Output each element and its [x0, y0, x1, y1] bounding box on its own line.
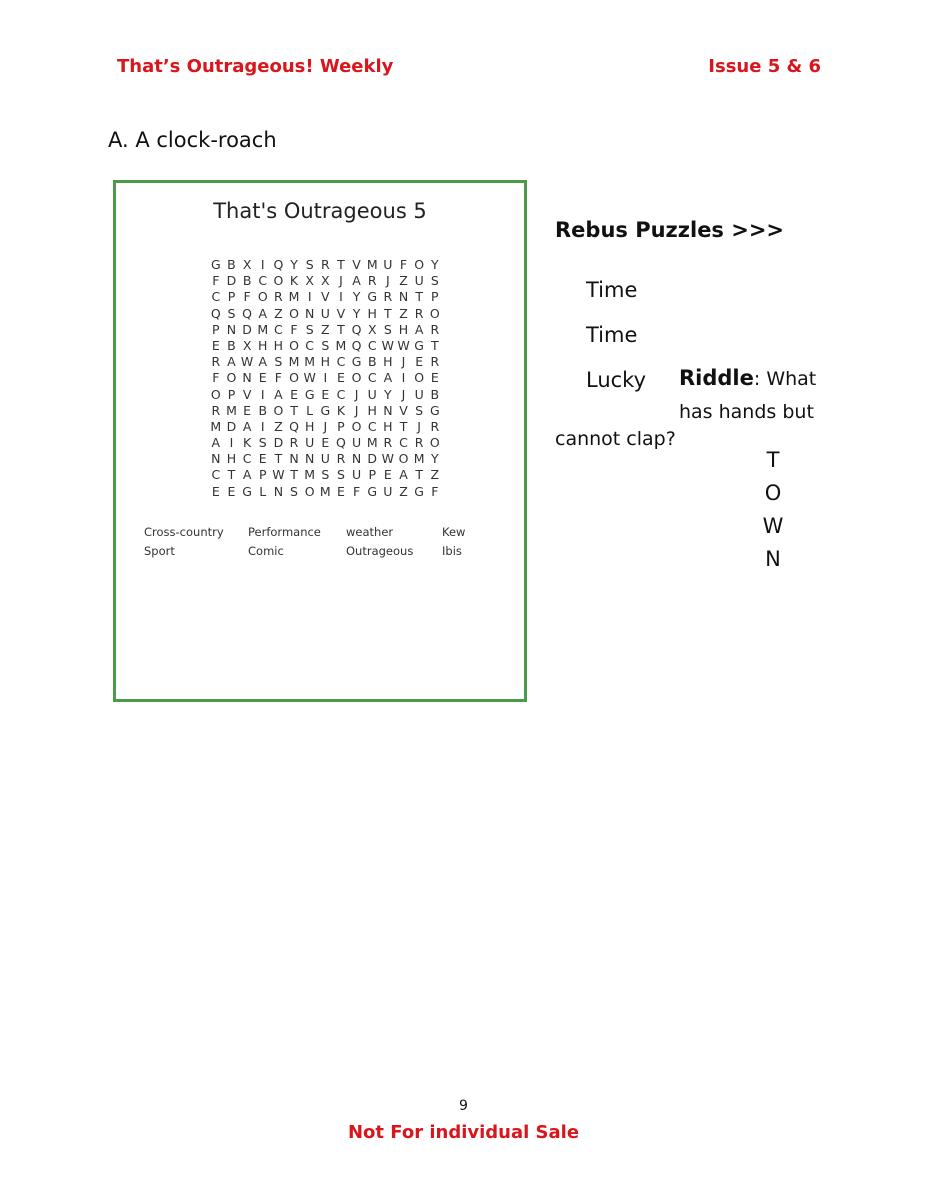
- word-search-letter: G: [367, 289, 378, 305]
- word-search-letter: M: [413, 451, 425, 467]
- word-search-letter: A: [258, 354, 268, 370]
- word-search-letter: F: [352, 483, 361, 499]
- word-search-letter: V: [399, 402, 408, 418]
- word-search-word: Comic: [248, 544, 284, 558]
- word-search-letter: R: [289, 435, 299, 451]
- word-search-letter: O: [226, 370, 237, 386]
- word-search-letter: S: [258, 435, 267, 451]
- word-search-letter: N: [351, 451, 362, 467]
- vertical-word-puzzle: [758, 444, 788, 576]
- word-search-grid: [208, 257, 443, 500]
- word-search-row: [208, 322, 443, 338]
- word-search-letter: N: [289, 451, 299, 467]
- word-search-row: [208, 273, 443, 289]
- word-search-letter: C: [258, 273, 268, 289]
- word-search-letter: D: [367, 451, 378, 467]
- word-search-row: [208, 257, 443, 273]
- word-search-letter: D: [242, 321, 252, 337]
- word-search-letter: M: [319, 483, 331, 499]
- word-search-letter: E: [321, 386, 330, 402]
- vertical-letter: N: [765, 547, 781, 571]
- word-search-letter: O: [304, 483, 315, 499]
- word-search-letter: Z: [274, 305, 283, 321]
- word-search-letter: R: [274, 289, 283, 305]
- word-search-letter: N: [398, 289, 409, 305]
- word-search-title: That's Outrageous 5: [213, 199, 427, 223]
- word-search-letter: U: [367, 386, 377, 402]
- word-search-letter: N: [383, 402, 393, 418]
- word-search-letter: U: [383, 483, 393, 499]
- word-search-letter: L: [259, 483, 267, 499]
- word-search-puzzle: [113, 180, 527, 702]
- word-search-letter: E: [336, 483, 345, 499]
- word-search-letter: J: [354, 402, 359, 418]
- word-search-letter: K: [289, 273, 299, 289]
- word-search-letter: U: [383, 257, 393, 272]
- word-search-word: Sport: [144, 544, 175, 558]
- word-search-letter: R: [383, 289, 393, 305]
- word-search-letter: C: [305, 337, 315, 353]
- riddle-question: : What has hands but: [679, 368, 817, 423]
- word-search-letter: Y: [352, 289, 361, 305]
- word-search-letter: O: [351, 418, 362, 434]
- word-search-letter: O: [398, 451, 409, 467]
- word-search-letter: B: [430, 386, 440, 402]
- word-search-letter: S: [415, 402, 424, 418]
- word-search-letter: B: [227, 337, 236, 353]
- word-search-row: [208, 451, 443, 467]
- word-search-letter: U: [305, 435, 315, 451]
- word-search-letter: M: [304, 467, 316, 483]
- word-search-row: [208, 354, 443, 370]
- word-search-letter: T: [227, 467, 236, 483]
- word-search-letter: C: [367, 337, 377, 353]
- word-search-letter: H: [258, 337, 268, 353]
- word-search-letter: E: [243, 402, 252, 418]
- word-search-letter: T: [337, 321, 345, 337]
- word-search-letter: B: [258, 402, 268, 418]
- word-search-letter: I: [307, 289, 312, 305]
- word-search-letter: M: [366, 435, 378, 451]
- word-search-letter: T: [399, 418, 408, 434]
- word-search-letter: R: [336, 451, 346, 467]
- word-search-letter: T: [290, 402, 298, 418]
- word-search-letter: Y: [352, 305, 361, 321]
- word-search-letter: P: [227, 386, 236, 402]
- riddle-label: Riddle: [679, 366, 754, 390]
- word-search-word: Cross-country: [144, 525, 224, 539]
- word-search-row: [208, 484, 443, 500]
- word-search-letter: E: [336, 370, 345, 386]
- word-search-letter: H: [320, 354, 330, 370]
- word-search-letter: A: [352, 273, 361, 289]
- word-search-letter: E: [290, 386, 298, 402]
- word-search-letter: X: [367, 321, 377, 337]
- riddle: [679, 362, 829, 429]
- word-search-letter: G: [429, 402, 440, 418]
- word-search-letter: S: [305, 257, 314, 272]
- word-search-letter: P: [258, 467, 267, 483]
- word-search-letter: U: [320, 451, 330, 467]
- word-search-letter: A: [227, 354, 236, 370]
- word-search-letter: S: [430, 273, 439, 289]
- word-search-letter: U: [414, 273, 424, 289]
- word-search-letter: J: [386, 273, 390, 289]
- word-search-letter: Q: [242, 305, 253, 321]
- word-search-letter: H: [383, 354, 393, 370]
- word-search-letter: A: [242, 467, 252, 483]
- word-search-letter: N: [304, 451, 315, 467]
- word-search-letter: X: [321, 273, 330, 289]
- word-search-letter: W: [272, 467, 285, 483]
- word-search-letter: Q: [351, 321, 362, 337]
- word-search-letter: E: [227, 483, 236, 499]
- footer-note: Not For individual Sale: [347, 1122, 580, 1143]
- word-search-letter: S: [383, 321, 392, 337]
- word-search-letter: H: [383, 418, 393, 434]
- word-search-letter: J: [401, 386, 406, 402]
- vertical-letter: O: [764, 481, 782, 505]
- word-search-letter: V: [242, 386, 252, 402]
- word-search-letter: V: [352, 257, 361, 272]
- word-search-letter: T: [415, 289, 423, 305]
- word-search-letter: L: [306, 402, 314, 418]
- word-search-letter: R: [383, 435, 393, 451]
- word-search-letter: H: [226, 451, 237, 467]
- word-search-letter: X: [242, 337, 252, 353]
- word-search-letter: J: [354, 386, 359, 402]
- word-search-letter: I: [339, 289, 343, 305]
- word-search-letter: P: [337, 418, 345, 434]
- word-search-letter: M: [288, 289, 300, 305]
- vertical-letter: T: [766, 448, 780, 472]
- word-search-letter: U: [352, 467, 362, 483]
- word-search-letter: I: [401, 370, 406, 386]
- word-search-letter: A: [211, 435, 221, 451]
- word-search-letter: E: [258, 451, 267, 467]
- word-search-letter: I: [323, 370, 328, 386]
- word-search-letter: G: [351, 354, 362, 370]
- word-search-letter: E: [211, 483, 220, 499]
- word-search-letter: O: [257, 289, 268, 305]
- word-search-letter: W: [381, 337, 395, 353]
- word-search-letter: B: [367, 354, 377, 370]
- rebus-heading: Rebus Puzzles >>>: [555, 218, 785, 242]
- word-search-letter: K: [336, 402, 346, 418]
- word-search-letter: C: [367, 418, 377, 434]
- word-search-letter: D: [226, 273, 237, 289]
- word-search-letter: W: [240, 354, 254, 370]
- word-search-letter: O: [351, 370, 362, 386]
- word-search-letter: O: [273, 273, 284, 289]
- word-search-letter: A: [258, 305, 268, 321]
- rebus-word: Time: [586, 278, 638, 302]
- word-search-letter: Z: [321, 321, 330, 337]
- word-search-letter: Q: [273, 257, 284, 272]
- issue-number: Issue 5 & 6: [708, 56, 821, 77]
- word-search-letter: S: [336, 467, 345, 483]
- word-search-letter: V: [321, 289, 330, 305]
- word-search-letter: U: [320, 305, 330, 321]
- word-search-letter: E: [211, 337, 220, 353]
- word-search-letter: G: [320, 402, 331, 418]
- word-search-letter: M: [335, 337, 347, 353]
- word-search-letter: H: [367, 402, 377, 418]
- word-search-letter: J: [417, 418, 421, 434]
- word-search-letter: Z: [399, 483, 408, 499]
- word-search-letter: I: [229, 435, 234, 451]
- word-search-letter: M: [366, 257, 378, 272]
- word-search-letter: J: [339, 273, 343, 289]
- word-search-letter: C: [399, 435, 408, 451]
- word-search-row: [208, 387, 443, 403]
- word-search-letter: G: [414, 483, 424, 499]
- word-search-letter: H: [304, 418, 315, 434]
- word-search-letter: V: [336, 305, 346, 321]
- word-search-row: [208, 435, 443, 451]
- word-search-letter: S: [290, 483, 298, 499]
- word-search-letter: H: [367, 305, 377, 321]
- word-search-row: [208, 419, 443, 435]
- word-search-letter: Q: [351, 337, 362, 353]
- word-search-letter: F: [212, 273, 220, 289]
- word-search-word-list: [144, 525, 504, 558]
- word-search-row: [208, 306, 443, 322]
- word-search-letter: O: [210, 386, 221, 402]
- word-search-letter: R: [367, 273, 377, 289]
- word-search-letter: N: [211, 451, 221, 467]
- word-search-letter: R: [211, 354, 221, 370]
- word-search-letter: R: [430, 321, 440, 337]
- publication-title: That’s Outrageous! Weekly: [117, 56, 394, 77]
- word-search-letter: Q: [210, 305, 221, 321]
- word-search-letter: F: [431, 483, 439, 499]
- word-search-letter: O: [289, 305, 299, 321]
- word-search-letter: X: [305, 273, 314, 289]
- vertical-letter: W: [762, 514, 784, 538]
- word-search-letter: Q: [336, 435, 346, 451]
- word-search-letter: R: [320, 257, 330, 272]
- word-search-letter: C: [336, 354, 346, 370]
- word-search-letter: F: [274, 370, 282, 386]
- word-search-word: Ibis: [442, 544, 462, 558]
- word-search-letter: E: [321, 435, 330, 451]
- word-search-letter: S: [227, 305, 236, 321]
- previous-answer: A. A clock-roach: [108, 128, 277, 152]
- word-search-letter: U: [414, 386, 424, 402]
- word-search-letter: M: [226, 402, 237, 418]
- word-search-letter: A: [383, 370, 393, 386]
- word-search-letter: O: [289, 370, 299, 386]
- word-search-row: [208, 467, 443, 483]
- word-search-letter: C: [274, 321, 283, 337]
- word-search-letter: D: [226, 418, 237, 434]
- word-search-letter: R: [430, 418, 440, 434]
- word-search-letter: I: [260, 257, 265, 272]
- riddle-question-end: cannot clap?: [555, 428, 676, 450]
- word-search-letter: O: [289, 337, 299, 353]
- word-search-letter: D: [273, 435, 284, 451]
- word-search-letter: F: [212, 370, 220, 386]
- word-search-letter: Y: [430, 257, 439, 272]
- word-search-letter: A: [399, 467, 408, 483]
- word-search-letter: O: [429, 305, 440, 321]
- word-search-letter: C: [336, 386, 346, 402]
- word-search-letter: G: [210, 257, 221, 272]
- word-search-letter: Z: [430, 467, 440, 483]
- word-search-letter: T: [337, 257, 345, 272]
- word-search-letter: K: [243, 435, 252, 451]
- word-search-letter: G: [242, 483, 252, 499]
- word-search-letter: B: [227, 257, 236, 272]
- word-search-letter: Z: [399, 273, 408, 289]
- page-number: 9: [459, 1098, 468, 1114]
- word-search-letter: C: [211, 289, 221, 305]
- word-search-letter: Y: [430, 451, 439, 467]
- word-search-letter: C: [211, 467, 221, 483]
- word-search-letter: N: [226, 321, 237, 337]
- word-search-letter: M: [288, 354, 300, 370]
- word-search-letter: E: [415, 354, 424, 370]
- word-search-letter: R: [414, 435, 424, 451]
- rebus-word: Time: [586, 323, 638, 347]
- word-search-letter: A: [414, 321, 424, 337]
- word-search-letter: M: [210, 418, 222, 434]
- word-search-letter: O: [273, 402, 284, 418]
- word-search-letter: J: [401, 354, 406, 370]
- word-search-letter: I: [260, 418, 265, 434]
- word-search-letter: S: [321, 467, 330, 483]
- word-search-letter: O: [414, 257, 425, 272]
- word-search-letter: U: [352, 435, 362, 451]
- word-search-letter: P: [368, 467, 376, 483]
- word-search-letter: A: [274, 386, 283, 402]
- word-search-letter: Y: [290, 257, 298, 272]
- word-search-letter: C: [242, 451, 252, 467]
- word-search-letter: M: [257, 321, 269, 337]
- word-search-letter: P: [431, 289, 439, 305]
- word-search-letter: R: [430, 354, 440, 370]
- word-search-letter: E: [258, 370, 267, 386]
- word-search-letter: G: [367, 483, 378, 499]
- word-search-letter: R: [414, 305, 424, 321]
- word-search-word: Outrageous: [346, 544, 414, 558]
- word-search-letter: S: [305, 321, 314, 337]
- word-search-letter: O: [429, 435, 440, 451]
- word-search-letter: Q: [289, 418, 299, 434]
- word-search-letter: P: [212, 321, 220, 337]
- word-search-letter: N: [242, 370, 252, 386]
- word-search-letter: H: [273, 337, 284, 353]
- word-search-letter: W: [303, 370, 316, 386]
- word-search-letter: W: [381, 451, 395, 467]
- word-search-letter: A: [242, 418, 252, 434]
- word-search-row: [208, 403, 443, 419]
- word-search-letter: T: [430, 337, 439, 353]
- rebus-word: Lucky: [586, 368, 647, 392]
- word-search-letter: S: [321, 337, 330, 353]
- word-search-letter: T: [290, 467, 298, 483]
- word-search-letter: J: [323, 418, 328, 434]
- word-search-letter: M: [304, 354, 316, 370]
- word-search-letter: E: [430, 370, 439, 386]
- word-search-letter: Z: [274, 418, 283, 434]
- word-search-letter: H: [398, 321, 409, 337]
- word-search-letter: T: [274, 451, 283, 467]
- word-search-letter: F: [290, 321, 298, 337]
- word-search-letter: G: [414, 337, 424, 353]
- word-search-letter: T: [415, 467, 423, 483]
- word-search-word: Kew: [442, 525, 466, 539]
- word-search-letter: F: [399, 257, 408, 272]
- word-search-letter: P: [227, 289, 236, 305]
- word-search-row: [208, 289, 443, 305]
- word-search-letter: O: [414, 370, 425, 386]
- word-search-word: Performance: [248, 525, 321, 539]
- word-search-letter: S: [274, 354, 283, 370]
- word-search-letter: W: [397, 337, 410, 353]
- word-search-letter: G: [304, 386, 315, 402]
- word-search-row: [208, 370, 443, 386]
- word-search-letter: T: [384, 305, 392, 321]
- word-search-letter: E: [383, 467, 392, 483]
- word-search-letter: N: [273, 483, 284, 499]
- word-search-letter: X: [242, 257, 252, 272]
- word-search-letter: Y: [384, 386, 392, 402]
- word-search-letter: N: [304, 305, 315, 321]
- word-search-row: [208, 338, 443, 354]
- word-search-letter: I: [260, 386, 265, 402]
- word-search-letter: Z: [399, 305, 408, 321]
- word-search-letter: R: [211, 402, 221, 418]
- word-search-letter: F: [243, 289, 251, 305]
- word-search-word: weather: [346, 525, 394, 539]
- word-search-letter: C: [367, 370, 377, 386]
- word-search-letter: B: [242, 273, 252, 289]
